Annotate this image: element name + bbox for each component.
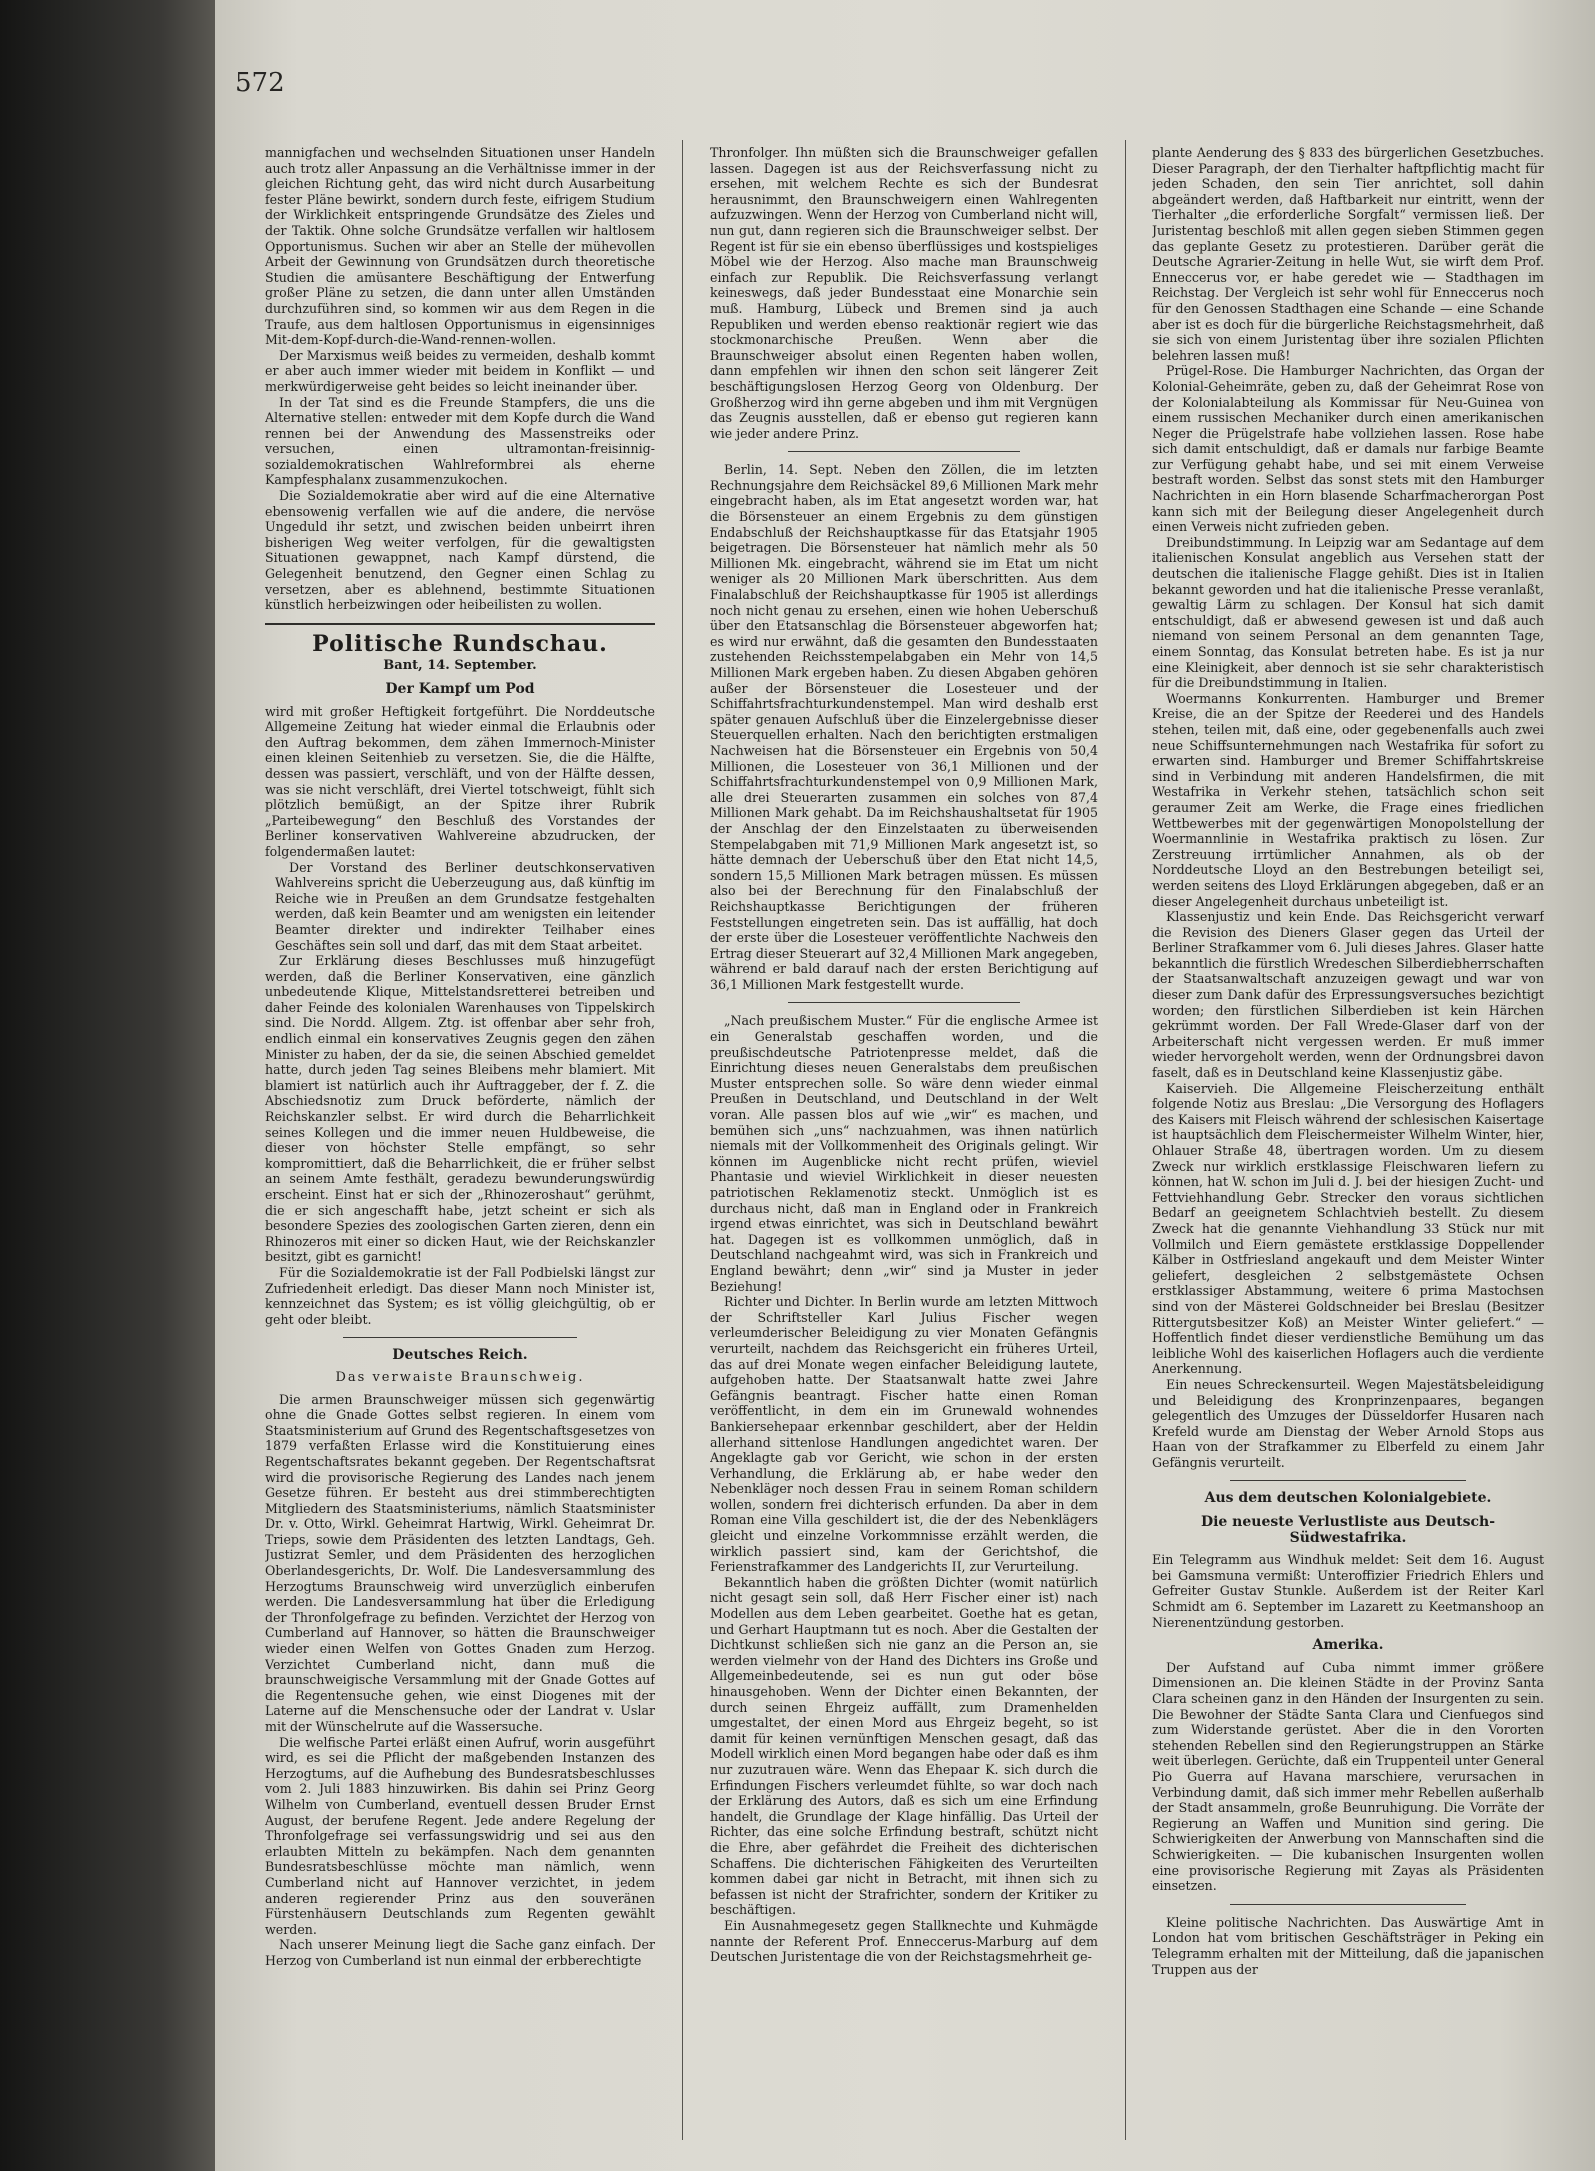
paragraph: Prügel-Rose. Die Hamburger Nachrichten, das Organ der Kolonial-Geheimräte, geben zu, daß der Geheimrat Rose von der Kolonialabteilung als Kommissar für Neu-Guinea von einem russischen Mechaniker durch einen amerikanischen Neger die Prügelstrafe habe vollziehen lassen. Rose habe sich damit entschuldigt, daß er damals nur farbige Beamte zur Verfügung gehabt habe, und sei mit einem Verweise bestraft worden. Selbst das sonst stets mit den Hamburger Nachrichten in ein Horn blasende Scharfmacherorgan Post kann sich mit der Beilegung dieser Angelegenheit durch einen Verweis nicht zufrieden geben. [1152, 363, 1544, 535]
paragraph: Berlin, 14. Sept. Neben den Zöllen, die im letzten Rechnungsjahre dem Reichsäckel 89,6 Millionen Mark mehr eingebracht haben, als im Etat angesetzt worden war, hat die Börsensteuer an einem Ergebnis zu dem günstigen Endabschluß der Reichshauptkasse für das Etatsjahr 1905 beigetragen. Die Börsensteuer hat nämlich mehr als 50 Millionen Mk. eingebracht, während sie im Etat um nicht weniger als 20 Millionen Mark überschritten. Aus dem Finalabschluß der Reichshauptkasse für 1905 ist allerdings noch nicht genau zu ersehen, einen wie hohen Ueberschuß über den Etatsanschlag die Börsensteuer abgeworfen hat; es wird nur erwähnt, daß die gesamten den Bundesstaaten zustehenden Reichsstempelabgaben ein Mehr von 14,5 Millionen Mark ergeben haben. Zu diesen Abgaben gehören außer der Börsensteuer die Losesteuer und der Schiffahrtsfrachturkundenstempel. Man wird deshalb erst später genauen Aufschluß über die Einzelergebnisse dieser Steuerquellen erhalten. Nach den berichtigten erstmaligen Nachweisen hat die Börsensteuer ein Ergebnis von 50,4 Millionen, die Losesteuer von 36,1 Millionen und der Schiffahrtsfrachturkundenstempel von 0,9 Millionen Mark, alle drei Steuerarten zusammen ein solches von 87,4 Millionen Mark gehabt. Da im Reichshaushaltsetat für 1905 der Anschlag der den Einzelstaaten zu überweisenden Stempelabgaben mit 71,9 Millionen Mark angesetzt ist, so hätte demnach der Ueberschuß über den Etat nicht 14,5, sondern 15,5 Millionen Mark betragen müssen. Es müssen also bei der Berechnung für den Finalabschluß der Reichshauptkasse Berichtigungen der früheren Feststellungen eingetreten sein. Das ist auffällig, hat doch der erste über die Losesteuer veröffentlichte Nachweis den Ertrag dieser Steuerart auf 32,4 Millionen Mark angegeben, während er bald darauf nach der ersten Berichtigung auf 36,1 Millionen Mark festgestellt wurde. [710, 462, 1098, 992]
paragraph: Die Sozialdemokratie aber wird auf die eine Alternative ebensowenig verfallen wie auf die andere, die nervöse Ungeduld ihr setzt, und zwischen beiden unbeirrt ihren bisherigen Weg weiter verfolgen, für die gewaltigsten Situationen gewappnet, nach Kampf dürstend, die Gelegenheit benutzend, den Gegner einen Schlag zu versetzen, aber es ablehnend, bestimmte Situationen künstlich herbeizwingen oder heibeilisten zu wollen. [265, 488, 655, 613]
quoted-paragraph: Der Vorstand des Berliner deutschkonservativen Wahlvereins spricht die Ueberzeugung aus, daß künftig im Reiche wie in Preußen an dem Grundsatze festgehalten werden, daß kein Beamter und am wenigsten ein leitender Beamter direkter und indirekter Teilhaber eines Geschäftes sein soll und darf, das mit dem Staat arbeitet. [275, 859, 655, 953]
column-rule [682, 140, 683, 2140]
paragraph: Ein Telegramm aus Windhuk meldet: Seit dem 16. August bei Gamsmuna vermißt: Unteroffizier Friedrich Ehlers und Gefreiter Gustav Stunkle. Außerdem ist der Reiter Karl Schmidt am 6. September im Lazarett zu Keetmanshoop an Nierenentzündung gestorben. [1152, 1552, 1544, 1630]
paragraph: „Nach preußischem Muster.“ Für die englische Armee ist ein Generalstab geschaffen worden, und die preußischdeutsche Patriotenpresse meldet, daß die Einrichtung dieses neuen Generalstabs dem preußischen Muster entsprechen solle. So wäre denn wieder einmal Preußen in Deutschland, und Deutschland in der Welt voran. Alle passen blos auf wie „wir“ es machen, und bemühen sich „uns“ nachzuahmen, was ihnen natürlich niemals mit der Vollkommenheit des Originals gelingt. Wir können im Augenblicke nicht recht prüfen, wieviel Phantasie und wieviel Wirklichkeit in dieser neuesten patriotischen Reklamenotiz steckt. Unmöglich ist es durchaus nicht, daß man in England oder in Frankreich irgend etwas einrichtet, was sich in Deutschland bewährt hat. Dagegen ist es vollkommen unmöglich, daß in Deutschland nachgeahmt wird, was sich in Frankreich und England bewährt; denn „wir“ sind ja Muster in jeder Beziehung! [710, 1013, 1098, 1294]
article-heading: Das verwaiste Braunschweig. [335, 1369, 585, 1385]
page-number: 572 [235, 68, 285, 98]
paragraph: Die welfische Partei erläßt einen Aufruf, worin ausgeführt wird, es sei die Pflicht der maßgebenden Instanzen des Herzogtums, auf die Aufhebung des Bundesratsbeschlusses vom 2. Juli 1883 hinzuwirken. Bis dahin sei Prinz Georg Wilhelm von Cumberland, eventuell dessen Bruder Ernst August, der berufene Regent. Jede andere Regelung der Thronfolgefrage sei verfassungswidrig und sei aus den erlaubten Mitteln zu bekämpfen. Nach dem genannten Bundesratsbeschlüsse möchte man nämlich, wenn Cumberland nicht auf Hannover verzichtet, in jedem anderen regierender Prinz aus den souveränen Fürstenhäusern Deutschlands zum Regenten gewählt werden. [265, 1734, 655, 1937]
paragraph: Thronfolger. Ihn müßten sich die Braunschweiger gefallen lassen. Dagegen ist aus der Reichsverfassung nicht zu ersehen, mit welchem Rechte es sich der Bundesrat herausnimmt, den Braunschweigern einen Wahlregenten aufzuzwingen. Wenn der Herzog von Cumberland nicht will, nun gut, dann regieren sich die Braunschweiger selbst. Der Regent ist für sie ein ebenso überflüssiges und kostspieliges Möbel wie der Herzog. Also mache man Braunschweig einfach zur Republik. Die Reichsverfassung verlangt keineswegs, daß jeder Bundesstaat eine Monarchie sein muß. Hamburg, Lübeck und Bremen sind ja auch Republiken und werden ebenso reaktionär regiert wie das stockmonarchische Preußen. Wenn aber die Braunschweiger absolut einen Regenten haben wollen, dann empfehlen wir ihnen den schon seit längerer Zeit beschäftigungslosen Herzog Georg von Oldenburg. Der Großherzog wird ihn gerne abgeben und ihm mit Vergnügen das Zeugnis ausstellen, daß er ebenso gut regieren kann wie jeder andere Prinz. [710, 145, 1098, 441]
paragraph: Nach unserer Meinung liegt die Sache ganz einfach. Der Herzog von Cumberland ist nun einmal der erbberechtigte [265, 1937, 655, 1968]
book-gutter [0, 0, 215, 2171]
divider [788, 1002, 1021, 1003]
divider [788, 451, 1021, 452]
paragraph: Ein Ausnahmegesetz gegen Stallknechte und Kuhmägde nannte der Referent Prof. Enneccerus-Marburg auf dem Deutschen Juristentage die von der Reichstagsmehrheit ge- [710, 1917, 1098, 1965]
paragraph: Klassenjustiz und kein Ende. Das Reichsgericht verwarf die Revision des Dieners Glaser gegen das Urteil der Berliner Strafkammer vom 6. Juli dieses Jahres. Glaser hatte bekanntlich die fürstlich Wredeschen Silberdiebherrschaften der Staatsanwaltschaft anzuzeigen gewagt und war von dieser zum Dank dafür des Erpressungsversuches bezichtigt worden; den fürstlichen Silberdieben ist kein Härchen gekrümmt worden. Der Fall Wrede-Glaser darf von der Arbeiterschaft nicht vergessen werden. Er muß immer wieder hervorgeholt werden, wenn der Ordnungsbrei davon faselt, daß es in Deutschland keine Klassenjustiz gäbe. [1152, 909, 1544, 1081]
section-heading: Amerika. [1312, 1637, 1384, 1654]
paragraph: Woermanns Konkurrenten. Hamburger und Bremer Kreise, die an der Spitze der Reederei und des Handels stehen, teilen mit, daß eine, oder gegebenenfalls auch zwei neue Schiffsunternehmungen nach Westafrika für sofort zu erwarten sind. Hamburger und Bremer Schiffahrtskreise sind in Verbindung mit anderen Handelsfirmen, die mit Westafrika in Verkehr stehen, tatsächlich schon seit geraumer Zeit am Werke, die Frage eines friedlichen Wettbewerbes mit der gegenwärtigen Monopolstellung der Woermannlinie in Westafrika praktisch zu lösen. Zur Zerstreuung irrtümlicher Annahmen, als ob der Norddeutsche Lloyd an den Bestrebungen beteiligt sei, werden seitens des Lloyd Erklärungen abgegeben, daß er an dieser Angelegenheit durchaus unbeteiligt ist. [1152, 690, 1544, 909]
paragraph: Kaiservieh. Die Allgemeine Fleischerzeitung enthält folgende Notiz aus Breslau: „Die Versorgung des Hoflagers des Kaisers mit Fleisch während der schlesischen Kaisertage ist hauptsächlich dem Fleischermeister Wilhelm Winter, hier, Ohlauer Straße 48, übertragen worden. Um zu diesem Zweck nur wirklich erstklassige Fleischwaren liefern zu können, hat W. schon im Juli d. J. bei der hiesigen Zucht- und Fettviehhandlung Gebr. Strecker den voraus sichtlichen Bedarf an geeignetem Schlachtvieh bestellt. Zu diesem Zweck hat die genannte Viehhandlung 33 Stück nur mit Vollmilch und Eiern gemästete erstklassige Doppellender Kälber in Ostfriesland angekauft und dem Meister Winter geliefert, desgleichen 2 selbstgemästete Ochsen erstklassiger Abstammung, weitere 6 prima Mastochsen sind von der Mästerei Goldschneider bei Breslau (Besitzer Rittergutsbesitzer Koß) an Meister Winter geliefert.“ — Hoffentlich findet dieser verdienstliche Bemühung um das leibliche Wohl des kaiserlichen Hoflagers auch die verdiente Anerkennung. [1152, 1080, 1544, 1377]
paragraph: Zur Erklärung dieses Beschlusses muß hinzugefügt werden, daß die Berliner Konservativen, eine gänzlich unbedeutende Klique, Mittelstandsretterei betreiben und daher Feinde des kolonialen Warenhauses von Tippelskirch sind. Die Nordd. Allgem. Ztg. ist offenbar aber sehr froh, endlich einmal ein konservatives Zeugnis gegen den zähen Minister zu haben, der da sie, die seinen Abschied gemeldet hatte, durch jeden Tag seines Bleibens mehr blamiert. Mit blamiert ist natürlich auch ihr Auftraggeber, der f. Z. die Abschiedsnotiz zum Druck beförderte, nämlich der Reichskanzler selbst. Er wird durch die Beharrlichkeit seines Kollegen und die immer neuen Huldbeweise, die dieser von höchster Stelle empfängt, so sehr kompromittiert, daß die Beharrlichkeit, die er früher selbst an seinem Amte festhält, geradezu bewunderungswürdig erscheint. Einst hat er sich der „Rhinozeroshaut“ gerühmt, die er sich angeschafft habe, jetzt scheint er sich als besondere Spezies des zoologischen Garten zieren, denn ein Rhinozeros mit einer so dicken Haut, wie der Reichskanzler besitzt, gibt es garnicht! [265, 953, 655, 1265]
paragraph: Bekanntlich haben die größten Dichter (womit natürlich nicht gesagt sein soll, daß Herr Fischer einer ist) nach Modellen aus dem Leben gearbeitet. Goethe hat es getan, und Gerhart Hauptmann tut es noch. Aber die Gestalten der Dichtkunst schließen sich nie ganz an die Person an, sie werden vielmehr von der Hand des Dichters ins Große und Allgemeinbedeutende, sei es nun gut oder böse hinausgehoben. Wenn der Dichter einen Bekannten, der durch seinen Ehrgeiz auffällt, zum Dramenhelden umgestaltet, der einen Mord aus Ehrgeiz begeht, so ist damit für keinen vernünftigen Menschen gesagt, daß das Modell wirklich einen Mord begangen habe oder daß es ihm nur zuzutrauen wäre. Wenn das Ehepaar K. sich durch die Erfindungen Fischers verleumdet fühlte, so war doch nach der Erklärung des Autors, daß es sich um eine Erfindung handelt, die Grundlage der Klage hinfällig. Das Urteil der Richter, das eine solche Erfindung bestraft, schützt nicht die Ehre, aber gefährdet die Freiheit des dichterischen Schaffens. Die dichterischen Fähigkeiten des Verurteilten kommen dabei gar nicht in Betracht, mit ihnen sich zu befassen ist nicht der Strafrichter, sondern der Kritiker zu beschäftigen. [710, 1574, 1098, 1918]
article-heading: Die neueste Verlustliste aus Deutsch-Südwestafrika. [1200, 1514, 1496, 1546]
paragraph: Für die Sozialdemokratie ist der Fall Podbielski längst zur Zufriedenheit erledigt. Das dieser Mann noch Minister ist, kennzeichnet das System; es ist völlig gleichgültig, ob er geht oder bleibt. [265, 1264, 655, 1327]
paragraph: Richter und Dichter. In Berlin wurde am letzten Mittwoch der Schriftsteller Karl Julius Fischer wegen verleumderischer Beleidigung zu vier Monaten Gefängnis verurteilt, nachdem das Reichsgericht ein früheres Urteil, das auf drei Monate wegen einfacher Beleidigung lautete, aufgehoben hatte. Der Staatsanwalt hatte zwei Jahre Gefängnis beantragt. Fischer hatte einen Roman veröffentlicht, in dem ein im Grunewald wohnendes Bankiersehepaar erkennbar geschildert, aber der Heldin allerhand sittenlose Handlungen angedichtet waren. Der Angeklagte gab vor Gericht, wie schon in der ersten Verhandlung, die Erklärung ab, er habe weder den Nebenkläger noch dessen Frau in seinem Roman schildern wollen, sondern frei dichterisch erfunden. Da aber in dem Roman eine Villa geschildert ist, die der des Nebenklägers gleicht und einzelne Vorkommnisse erzählt werden, die wirklich passiert sind, kam der Gerichtshof, die Ferienstrafkammer des Landgerichts II, zur Verurteilung. [710, 1294, 1098, 1575]
column-rule [1125, 140, 1126, 2140]
section-divider [265, 623, 655, 625]
paragraph: In der Tat sind es die Freunde Stampfers, die uns die Alternative stellen: entweder mit dem Kopfe durch die Wand rennen bei der Anwendung des Massenstreiks oder versuchen, einen ultramontan-freisinnig-sozialdemokratischen Wahlreformbrei als eherne Kampfesphalanx zusammenzukochen. [265, 394, 655, 488]
section-masthead: Politische Rundschau. [312, 630, 608, 657]
column-1 [265, 145, 655, 2140]
section-heading: Deutsches Reich. [392, 1347, 528, 1364]
paragraph: Dreibundstimmung. In Leipzig war am Sedantage auf dem italienischen Konsulat angeblich aus Versehen statt der deutschen die italienische Flagge gehißt. Dies ist in Italien bekannt geworden und hat die italienische Presse veranlaßt, gewaltig Lärm zu schlagen. Der Konsul hat sich damit entschuldigt, daß er abwesend gewesen ist und daß auch niemand von seinem Personal an dem genannten Tage, einem Sonntag, das Konsulat betreten habe. Es ist ja nur eine Kleinigkeit, aber dennoch ist sie sehr charakteristisch für die Dreibundstimmung in Italien. [1152, 534, 1544, 691]
divider [1230, 1904, 1465, 1905]
paragraph: plante Aenderung des § 833 des bürgerlichen Gesetzbuches. Dieser Paragraph, der den Tierhalter haftpflichtig macht für jeden Schaden, den sein Tier anrichtet, soll dahin abgeändert werden, daß Haftbarkeit nur eintritt, wenn der Tierhalter „die erforderliche Sorgfalt“ vermissen ließ. Der Juristentag beschloß mit allen gegen sieben Stimmen gegen das geplante Gesetz zu protestieren. Darüber gerät die Deutsche Agrarier-Zeitung in helle Wut, sie wirft dem Prof. Enneccerus vor, er habe geredet wie — Stadthagen im Reichstag. Der Vergleich ist sehr wohl für Enneccerus noch für den Genossen Stadthagen eine Schande — eine Schande aber ist es doch für die bürgerliche Reichstagsmehrheit, daß sie sich von einem Juristentag über ihre sozialen Pflichten belehren lassen muß! [1152, 145, 1544, 363]
paragraph: Der Aufstand auf Cuba nimmt immer größere Dimensionen an. Die kleinen Städte in der Provinz Santa Clara scheinen ganz in den Händen der Insurgenten zu sein. Die Bewohner der Städte Santa Clara und Cienfuegos sind zum Widerstande gerüstet. Aber die in den Vororten stehenden Rebellen sind den Regierungstruppen an Stärke weit überlegen. Gerüchte, daß ein Truppenteil unter General Pio Guerra auf Havana marschiere, verursachen in Verbindung damit, daß sich immer mehr Rebellen außerhalb der Stadt ansammeln, große Beunruhigung. Die Vorräte der Regierung an Waffen und Munition sind gering. Die Schwierigkeiten der Anwerbung von Mannschaften sind die Schwierigkeiten. — Die kubanischen Insurgenten wollen eine provisorische Regierung mit Zayas als Präsidenten einsetzen. [1152, 1659, 1544, 1894]
article-heading: Der Kampf um Pod [385, 681, 535, 697]
paragraph: Ein neues Schreckensurteil. Wegen Majestätsbeleidigung und Beleidigung des Kronprinzenpaares, begangen gelegentlich des Umzuges der Düsseldorfer Husaren nach Krefeld wurde am Dienstag der Weber Arnold Stops aus Haan von der Strafkammer zu Elberfeld zu einem Jahr Gefängnis verurteilt. [1152, 1376, 1544, 1470]
column-2 [710, 145, 1098, 2140]
paragraph: wird mit großer Heftigkeit fortgeführt. Die Norddeutsche Allgemeine Zeitung hat wieder einmal die Erlaubnis oder den Auftrag bekommen, dem zähen Immernoch-Minister einen kleinen Seitenhieb zu versetzen. Sie, die die Hälfte, dessen was passiert, verschläft, und von der Hälfte dessen, was sie nicht verschläft, drei Viertel totschweigt, fühlt sich plötzlich bemüßigt, an der Spitze ihrer Rubrik „Parteibewegung“ den Beschluß des Vorstandes der Berliner konservativen Wahlvereine abzudrucken, der folgendermaßen lautet: [265, 703, 655, 859]
newspaper-page [215, 0, 1595, 2171]
dateline: Bant, 14. September. [383, 658, 537, 674]
paragraph: Der Marxismus weiß beides zu vermeiden, deshalb kommt er aber auch immer wieder mit beidem in Konflikt — und merkwürdigerweise geht beides so leicht ineinander über. [265, 347, 655, 394]
paragraph: mannigfachen und wechselnden Situationen unser Handeln auch trotz aller Anpassung an die Verhältnisse immer in der gleichen Richtung geht, das wird nicht durch Ausarbeitung fester Pläne bewirkt, sondern durch feste, eifrigem Studium der Wirklichkeit entspringende Grundsätze des Zieles und der Taktik. Ohne solche Grundsätze verfallen wir haltlosem Opportunismus. Suchen wir aber an Stelle der mühevollen Arbeit der Gewinnung von Grundsätzen durch theoretische Studien die amüsantere Beschäftigung der Entwerfung großer Pläne zu setzen, die dann unter allen Umständen durchzuführen sind, so kommen wir aus dem Regen in die Traufe, aus dem haltlosen Opportunismus in eigensinniges Mit-dem-Kopf-durch-die-Wand-rennen-wollen. [265, 145, 655, 348]
section-heading: Aus dem deutschen Kolonialgebiete. [1204, 1490, 1492, 1507]
paragraph: Die armen Braunschweiger müssen sich gegenwärtig ohne die Gnade Gottes selbst regieren. In einem vom Staatsministerium auf Grund des Regentschaftsgesetzes von 1879 verfaßten Erlasse wird die Konstituierung eines Regentschaftsrates bekannt gegeben. Der Regentschaftsrat wird die provisorische Regierung des Landes nach jenem Gesetze führen. Er besteht aus drei stimmberechtigten Mitgliedern des Staatsministeriums, nämlich Staatsminister Dr. v. Otto, Wirkl. Geheimrat Hartwig, Wirkl. Geheimrat Dr. Trieps, sowie dem Präsidenten des letzten Landtags, Geh. Justizrat Semler, und dem Präsidenten des herzoglichen Oberlandesgerichts, Dr. Wolf. Die Landesversammlung des Herzogtums Braunschweig wird unverzüglich einberufen werden. Die Landesversammlung hat über die Erledigung der Thronfolgefrage zu befinden. Verzichtet der Herzog von Cumberland auf Hannover, so hätten die Braunschweiger wieder einen Welfen von Gottes Gnaden zum Herzog. Verzichtet Cumberland nicht, dann muß die braunschweigische Versammlung mit der Gnade Gottes auf die Regentensuche gehen, wie einst Diogenes mit der Laterne auf die Menschensuche oder der Landrat v. Uslar mit der Wünschelrute auf die Wassersuche. [265, 1391, 655, 1734]
column-3 [1152, 145, 1544, 2140]
divider [1230, 1480, 1465, 1481]
paragraph: Kleine politische Nachrichten. Das Auswärtige Amt in London hat vom britischen Geschäftsträger in Peking ein Telegramm erhalten mit der Mitteilung, daß die japanischen Truppen aus der [1152, 1914, 1544, 1977]
divider [343, 1337, 577, 1338]
